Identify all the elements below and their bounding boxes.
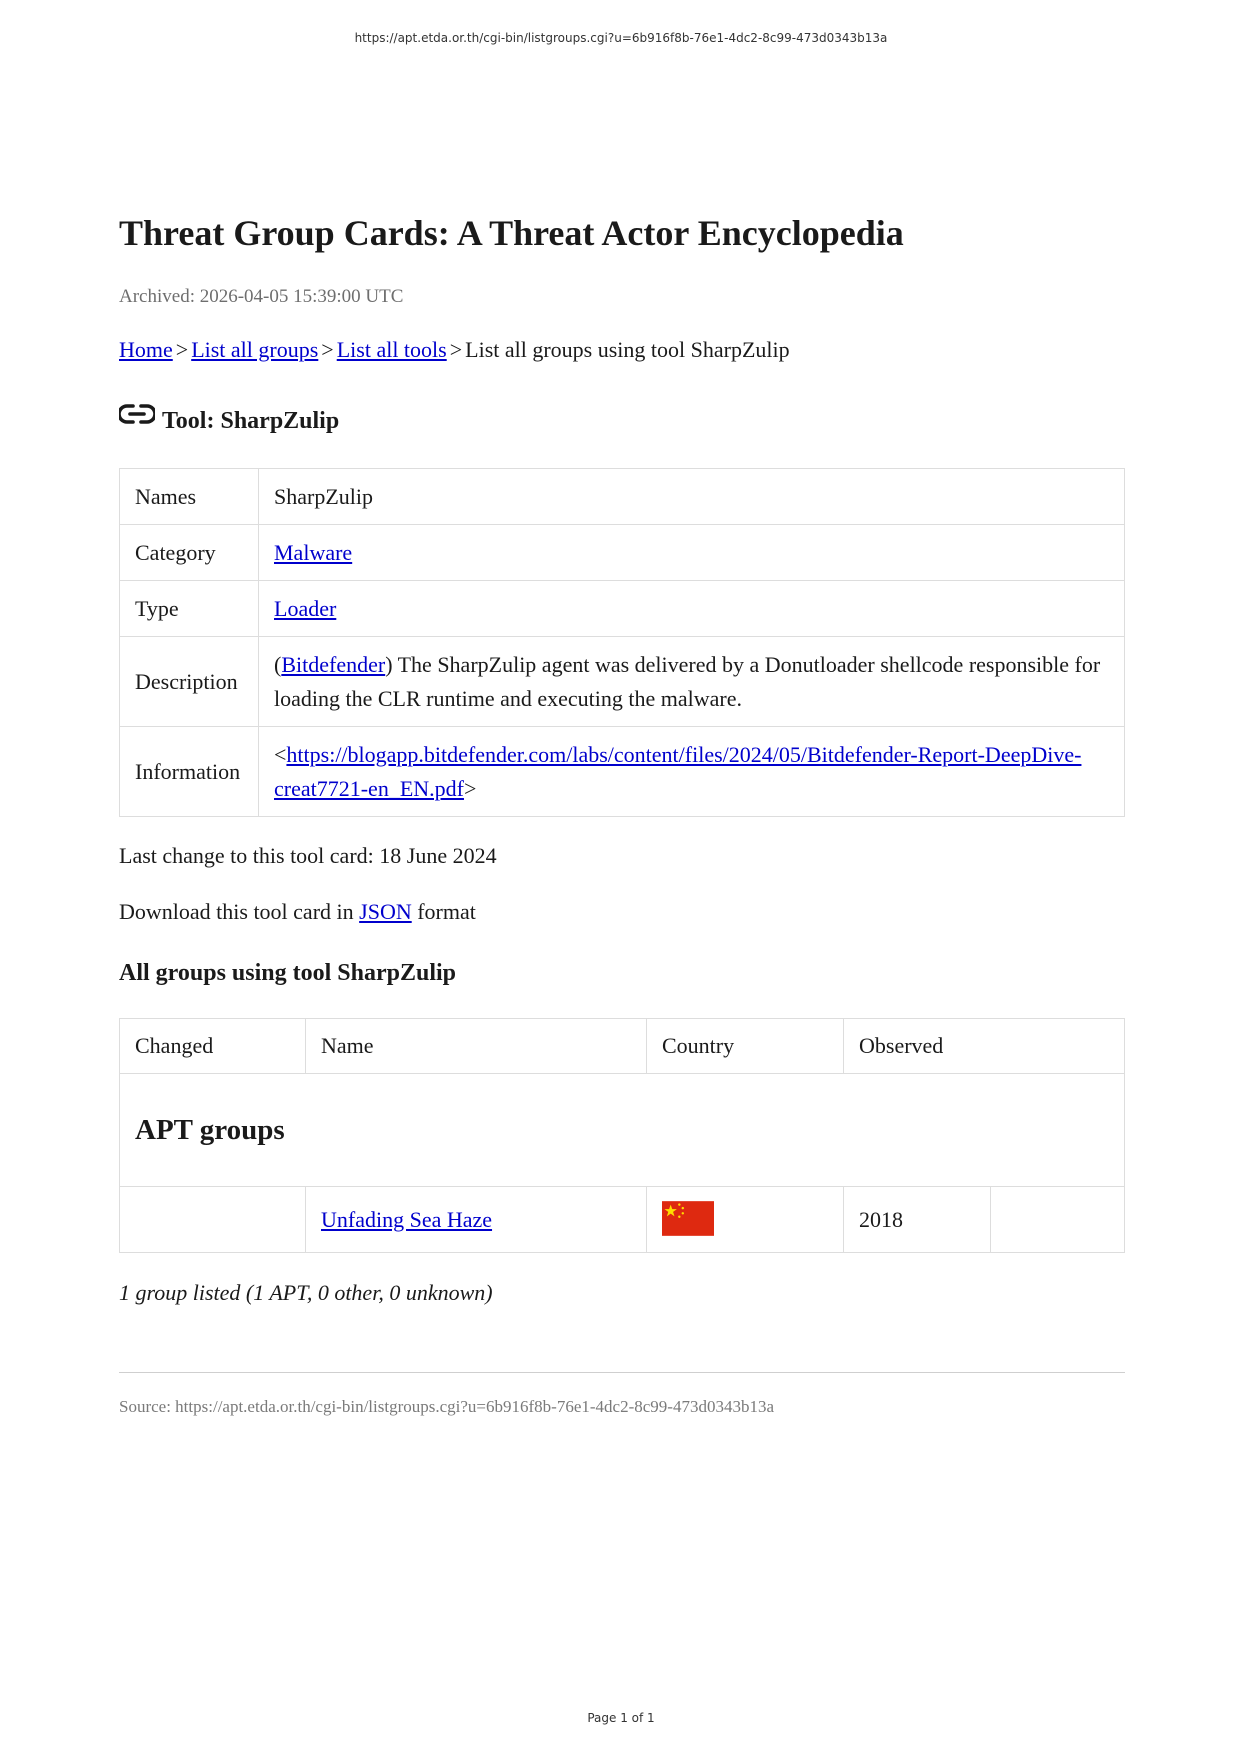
tool-label-information: Information bbox=[120, 727, 259, 817]
tool-row-category bbox=[120, 525, 1125, 581]
breadcrumb bbox=[119, 337, 790, 363]
tool-label-category: Category bbox=[120, 525, 259, 581]
group-name-link[interactable]: Unfading Sea Haze bbox=[321, 1206, 493, 1232]
tool-value-category bbox=[259, 525, 1125, 581]
groups-heading: All groups using tool SharpZulip bbox=[119, 960, 457, 986]
breadcrumb-list-groups-link[interactable]: List all groups bbox=[191, 337, 319, 362]
print-footer-page-number: Page 1 of 1 bbox=[587, 1711, 655, 1725]
tool-heading-text: Tool: SharpZulip bbox=[162, 408, 340, 434]
group-changed-cell bbox=[120, 1187, 306, 1253]
download-suffix: format bbox=[417, 899, 476, 924]
groups-summary: 1 group listed (1 APT, 0 other, 0 unknown) bbox=[119, 1280, 493, 1305]
group-name-cell bbox=[306, 1187, 647, 1253]
type-link[interactable]: Loader bbox=[274, 595, 337, 621]
group-observed-cell: 2018 bbox=[844, 1187, 991, 1253]
section-title-apt: APT groups bbox=[120, 1074, 1125, 1187]
groups-table bbox=[119, 1018, 1125, 1253]
source-url: Source: https://apt.etda.or.th/cgi-bin/listgroups.cgi?u=6b916f8b-76e1-4dc2-8c99-473d0343b13a bbox=[119, 1397, 774, 1416]
column-header-country: Country bbox=[647, 1019, 844, 1074]
link-icon bbox=[119, 402, 155, 426]
china-flag-icon bbox=[662, 1201, 714, 1236]
breadcrumb-current: List all groups using tool SharpZulip bbox=[465, 337, 790, 362]
json-download-link[interactable]: JSON bbox=[359, 899, 412, 924]
breadcrumb-home-link[interactable]: Home bbox=[119, 337, 173, 362]
breadcrumb-separator: > bbox=[449, 337, 463, 362]
group-country-cell bbox=[647, 1187, 844, 1253]
tool-info-table bbox=[119, 468, 1125, 817]
tool-value-description bbox=[259, 637, 1125, 727]
tool-value-names: SharpZulip bbox=[259, 469, 1125, 525]
last-change-text: Last change to this tool card: 18 June 2024 bbox=[119, 843, 497, 868]
description-open-paren: ( bbox=[274, 651, 282, 677]
description-text: ) The SharpZulip agent was delivered by a Donutloader shellcode responsible for loading the CLR runtime and executing the malware. bbox=[274, 651, 1101, 711]
section-row-apt bbox=[120, 1074, 1125, 1187]
breadcrumb-separator: > bbox=[175, 337, 189, 362]
information-url-link[interactable]: https://blogapp.bitdefender.com/labs/content/files/2024/05/Bitdefender-Report-DeepDive-creat7721-en_EN.pdf bbox=[274, 741, 1082, 801]
groups-header-row bbox=[120, 1019, 1125, 1074]
description-source-link[interactable]: Bitdefender bbox=[281, 651, 386, 677]
tool-row-description bbox=[120, 637, 1125, 727]
download-prefix: Download this tool card in bbox=[119, 899, 354, 924]
column-header-name: Name bbox=[306, 1019, 647, 1074]
page-title: Threat Group Cards: A Threat Actor Encyclopedia bbox=[119, 213, 904, 253]
footer-divider bbox=[119, 1372, 1125, 1373]
information-lt: < bbox=[274, 741, 287, 767]
tool-value-information bbox=[259, 727, 1125, 817]
print-header-url: https://apt.etda.or.th/cgi-bin/listgroups.cgi?u=6b916f8b-76e1-4dc2-8c99-473d0343b13a bbox=[354, 31, 888, 45]
archived-timestamp: Archived: 2026-04-05 15:39:00 UTC bbox=[119, 286, 404, 307]
table-row bbox=[120, 1187, 1125, 1253]
column-header-changed: Changed bbox=[120, 1019, 306, 1074]
tool-row-information bbox=[120, 727, 1125, 817]
tool-label-names: Names bbox=[120, 469, 259, 525]
tool-row-names bbox=[120, 469, 1125, 525]
information-gt: > bbox=[463, 775, 477, 801]
breadcrumb-list-tools-link[interactable]: List all tools bbox=[336, 337, 447, 362]
tool-label-type: Type bbox=[120, 581, 259, 637]
breadcrumb-separator: > bbox=[321, 337, 334, 362]
category-link[interactable]: Malware bbox=[274, 539, 353, 565]
group-extra-cell bbox=[991, 1187, 1125, 1253]
tool-label-description: Description bbox=[120, 637, 259, 727]
tool-value-type bbox=[259, 581, 1125, 637]
download-line bbox=[119, 899, 476, 925]
tool-heading bbox=[119, 402, 339, 435]
column-header-observed: Observed bbox=[844, 1019, 1125, 1074]
tool-row-type bbox=[120, 581, 1125, 637]
